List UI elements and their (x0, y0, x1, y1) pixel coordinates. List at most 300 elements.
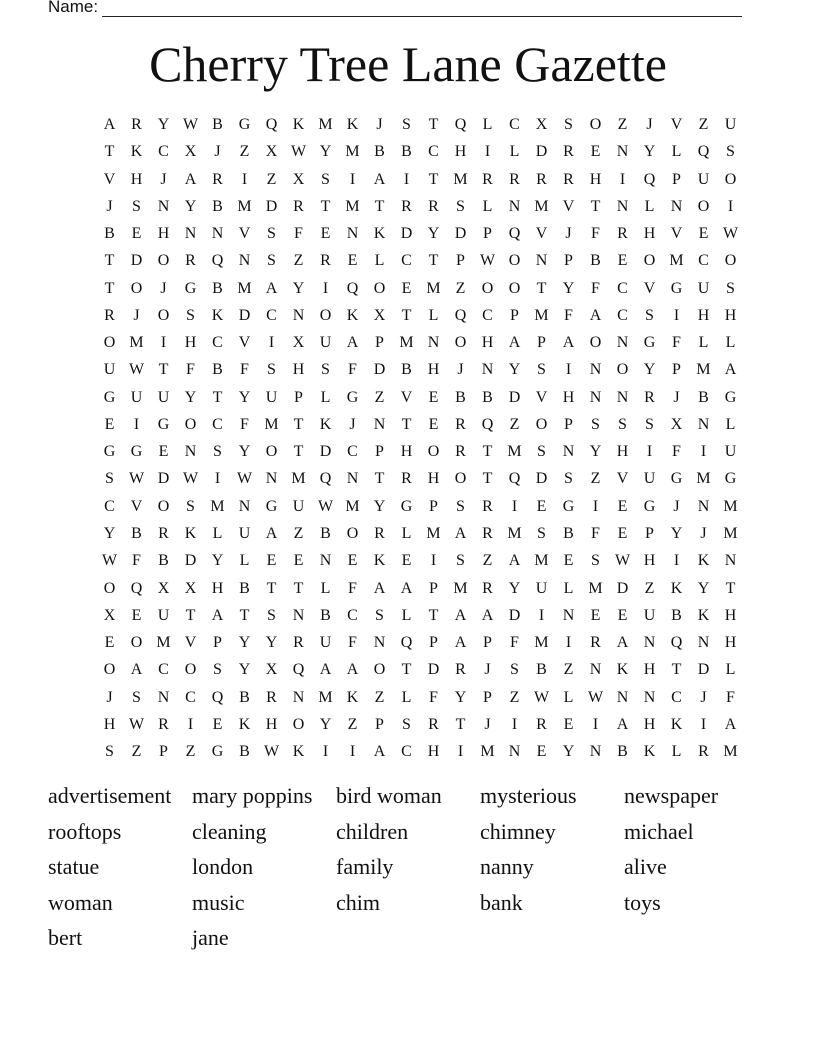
grid-cell[interactable]: Q (643, 170, 656, 188)
grid-cell[interactable]: L (509, 143, 520, 161)
grid-cell[interactable]: A (319, 661, 332, 679)
grid-cell[interactable]: U (157, 388, 170, 406)
grid-cell[interactable]: F (348, 634, 357, 652)
grid-cell[interactable]: A (454, 524, 467, 542)
grid-cell[interactable]: M (534, 306, 549, 324)
grid-cell[interactable]: T (428, 170, 439, 188)
grid-cell[interactable]: J (376, 116, 383, 133)
grid-cell[interactable]: G (130, 443, 143, 461)
grid-cell[interactable]: S (105, 470, 114, 488)
grid-cell[interactable]: K (319, 415, 332, 433)
grid-cell[interactable]: B (239, 688, 250, 706)
grid-cell[interactable]: E (563, 715, 574, 733)
grid-cell[interactable]: T (482, 470, 493, 488)
grid-cell[interactable]: E (617, 524, 628, 542)
grid-cell[interactable]: C (401, 252, 412, 270)
grid-cell[interactable]: K (130, 143, 143, 161)
grid-cell[interactable]: W (479, 252, 496, 270)
grid-cell[interactable]: A (589, 306, 602, 324)
grid-cell[interactable]: I (403, 170, 410, 188)
grid-cell[interactable]: Q (211, 688, 224, 706)
grid-cell[interactable]: Q (292, 661, 305, 679)
grid-cell[interactable]: H (724, 634, 737, 652)
grid-cell[interactable]: X (184, 143, 197, 161)
grid-cell[interactable]: Z (698, 116, 709, 133)
grid-cell[interactable]: B (239, 579, 250, 597)
grid-cell[interactable]: V (535, 225, 548, 243)
grid-cell[interactable]: L (401, 606, 412, 624)
grid-cell[interactable]: N (373, 415, 386, 433)
grid-cell[interactable]: H (724, 606, 737, 624)
grid-cell[interactable]: O (319, 306, 332, 324)
grid-cell[interactable]: S (402, 116, 411, 133)
grid-cell[interactable]: S (537, 443, 546, 461)
grid-cell[interactable]: S (510, 661, 519, 679)
grid-cell[interactable]: H (454, 143, 467, 161)
grid-cell[interactable]: I (484, 143, 491, 161)
grid-cell[interactable]: A (346, 334, 359, 352)
grid-cell[interactable]: Q (508, 470, 521, 488)
grid-cell[interactable]: R (455, 415, 466, 433)
grid-cell[interactable]: I (349, 743, 356, 761)
grid-cell[interactable]: N (184, 225, 197, 243)
grid-cell[interactable]: J (700, 688, 707, 706)
grid-cell[interactable]: L (401, 524, 412, 542)
grid-cell[interactable]: T (401, 661, 412, 679)
grid-cell[interactable]: M (696, 361, 711, 379)
grid-cell[interactable]: A (454, 634, 467, 652)
grid-cell[interactable]: M (669, 252, 684, 270)
grid-cell[interactable]: H (697, 306, 710, 324)
grid-cell[interactable]: N (481, 361, 494, 379)
grid-cell[interactable]: X (292, 170, 305, 188)
grid-cell[interactable]: Q (508, 225, 521, 243)
grid-cell[interactable]: W (317, 497, 334, 515)
grid-cell[interactable]: A (481, 606, 494, 624)
grid-cell[interactable]: K (643, 743, 656, 761)
grid-cell[interactable]: R (563, 143, 574, 161)
grid-cell[interactable]: R (374, 524, 385, 542)
grid-cell[interactable]: Y (643, 143, 656, 161)
grid-cell[interactable]: S (267, 252, 276, 270)
grid-cell[interactable]: R (482, 579, 493, 597)
grid-cell[interactable]: K (670, 579, 683, 597)
grid-cell[interactable]: V (130, 497, 143, 515)
grid-cell[interactable]: N (589, 361, 602, 379)
grid-cell[interactable]: J (484, 715, 491, 733)
grid-cell[interactable]: L (428, 306, 439, 324)
grid-cell[interactable]: N (589, 388, 602, 406)
grid-cell[interactable]: E (590, 606, 601, 624)
grid-cell[interactable]: Y (319, 715, 332, 733)
grid-cell[interactable]: U (697, 279, 710, 297)
grid-cell[interactable]: M (507, 524, 522, 542)
grid-cell[interactable]: Y (319, 143, 332, 161)
grid-cell[interactable]: Y (427, 225, 440, 243)
grid-cell[interactable]: N (589, 661, 602, 679)
grid-cell[interactable]: J (673, 497, 680, 515)
grid-cell[interactable]: A (130, 661, 143, 679)
grid-cell[interactable]: W (263, 743, 280, 761)
grid-cell[interactable]: Z (563, 661, 574, 679)
grid-cell[interactable]: N (157, 197, 170, 215)
grid-cell[interactable]: T (428, 252, 439, 270)
grid-cell[interactable]: D (616, 579, 629, 597)
grid-cell[interactable]: M (723, 497, 738, 515)
grid-cell[interactable]: K (697, 552, 710, 570)
grid-cell[interactable]: U (103, 361, 116, 379)
grid-cell[interactable]: B (104, 225, 115, 243)
grid-cell[interactable]: W (587, 688, 604, 706)
grid-cell[interactable]: G (670, 279, 683, 297)
grid-cell[interactable]: E (536, 497, 547, 515)
grid-cell[interactable]: G (724, 388, 737, 406)
grid-cell[interactable]: O (508, 252, 521, 270)
grid-cell[interactable]: N (373, 634, 386, 652)
grid-cell[interactable]: T (401, 415, 412, 433)
grid-cell[interactable]: M (237, 197, 252, 215)
grid-cell[interactable]: N (670, 197, 683, 215)
grid-cell[interactable]: Z (293, 524, 304, 542)
grid-cell[interactable]: A (508, 334, 521, 352)
grid-cell[interactable]: O (616, 361, 629, 379)
grid-cell[interactable]: N (157, 688, 170, 706)
grid-cell[interactable]: C (428, 143, 439, 161)
grid-cell[interactable]: M (318, 688, 333, 706)
grid-cell[interactable]: G (562, 497, 575, 515)
grid-cell[interactable]: X (265, 661, 278, 679)
grid-cell[interactable]: E (590, 143, 601, 161)
grid-cell[interactable]: F (591, 225, 600, 243)
grid-cell[interactable]: R (212, 170, 223, 188)
grid-cell[interactable]: B (698, 388, 709, 406)
grid-cell[interactable]: N (346, 470, 359, 488)
grid-cell[interactable]: N (562, 443, 575, 461)
grid-cell[interactable]: T (374, 470, 385, 488)
grid-cell[interactable]: O (454, 334, 467, 352)
grid-cell[interactable]: O (643, 252, 656, 270)
grid-cell[interactable]: Y (562, 279, 575, 297)
grid-cell[interactable]: F (186, 361, 195, 379)
grid-cell[interactable]: O (481, 279, 494, 297)
grid-cell[interactable]: X (535, 116, 548, 133)
grid-cell[interactable]: U (724, 116, 737, 133)
grid-cell[interactable]: Z (293, 252, 304, 270)
grid-cell[interactable]: F (348, 361, 357, 379)
grid-cell[interactable]: W (614, 552, 631, 570)
grid-cell[interactable]: Z (374, 688, 385, 706)
grid-cell[interactable]: B (320, 606, 331, 624)
grid-cell[interactable]: N (697, 415, 710, 433)
grid-cell[interactable]: U (697, 170, 710, 188)
grid-cell[interactable]: S (564, 116, 573, 133)
grid-cell[interactable]: R (185, 252, 196, 270)
grid-cell[interactable]: D (184, 552, 197, 570)
grid-cell[interactable]: X (373, 306, 386, 324)
grid-cell[interactable]: Y (184, 197, 197, 215)
grid-cell[interactable]: F (591, 279, 600, 297)
grid-cell[interactable]: U (643, 606, 656, 624)
grid-cell[interactable]: M (480, 743, 495, 761)
grid-cell[interactable]: I (133, 415, 140, 433)
grid-cell[interactable]: Y (508, 361, 521, 379)
grid-cell[interactable]: T (401, 306, 412, 324)
grid-cell[interactable]: C (185, 688, 196, 706)
grid-cell[interactable]: Y (265, 634, 278, 652)
grid-cell[interactable]: E (617, 606, 628, 624)
grid-cell[interactable]: R (455, 661, 466, 679)
grid-cell[interactable]: Z (509, 415, 520, 433)
grid-cell[interactable]: K (697, 606, 710, 624)
grid-cell[interactable]: I (565, 634, 572, 652)
grid-cell[interactable]: I (160, 334, 167, 352)
grid-cell[interactable]: M (426, 524, 441, 542)
grid-cell[interactable]: F (564, 306, 573, 324)
grid-cell[interactable]: M (399, 334, 414, 352)
grid-cell[interactable]: Z (482, 552, 493, 570)
grid-cell[interactable]: M (345, 497, 360, 515)
grid-cell[interactable]: S (591, 552, 600, 570)
grid-cell[interactable]: R (590, 634, 601, 652)
grid-cell[interactable]: Z (455, 279, 466, 297)
grid-cell[interactable]: L (725, 334, 736, 352)
grid-cell[interactable]: R (158, 715, 169, 733)
grid-cell[interactable]: U (319, 334, 332, 352)
grid-cell[interactable]: S (726, 279, 735, 297)
grid-cell[interactable]: B (374, 143, 385, 161)
grid-cell[interactable]: B (401, 361, 412, 379)
grid-cell[interactable]: W (128, 470, 145, 488)
grid-cell[interactable]: T (671, 661, 682, 679)
grid-cell[interactable]: N (184, 443, 197, 461)
grid-cell[interactable]: G (265, 497, 278, 515)
grid-cell[interactable]: K (292, 116, 305, 133)
grid-cell[interactable]: W (182, 116, 199, 133)
grid-cell[interactable]: C (347, 443, 358, 461)
grid-cell[interactable]: S (267, 361, 276, 379)
grid-cell[interactable]: T (239, 606, 250, 624)
grid-cell[interactable]: R (293, 634, 304, 652)
grid-cell[interactable]: U (643, 470, 656, 488)
grid-cell[interactable]: S (618, 415, 627, 433)
grid-cell[interactable]: S (564, 470, 573, 488)
grid-cell[interactable]: L (698, 334, 709, 352)
grid-cell[interactable]: L (239, 552, 250, 570)
grid-cell[interactable]: S (321, 170, 330, 188)
grid-cell[interactable]: T (428, 606, 439, 624)
grid-cell[interactable]: S (186, 497, 195, 515)
grid-cell[interactable]: L (401, 688, 412, 706)
grid-cell[interactable]: E (401, 279, 412, 297)
grid-cell[interactable]: Z (617, 116, 628, 133)
grid-cell[interactable]: H (427, 743, 440, 761)
grid-cell[interactable]: X (292, 334, 305, 352)
grid-cell[interactable]: G (346, 388, 359, 406)
grid-cell[interactable]: M (696, 470, 711, 488)
grid-cell[interactable]: A (724, 361, 737, 379)
grid-cell[interactable]: G (157, 415, 170, 433)
grid-cell[interactable]: P (294, 388, 303, 406)
grid-cell[interactable]: N (292, 606, 305, 624)
grid-cell[interactable]: G (670, 470, 683, 488)
grid-cell[interactable]: C (509, 116, 520, 133)
grid-cell[interactable]: D (319, 443, 332, 461)
grid-cell[interactable]: S (132, 688, 141, 706)
grid-cell[interactable]: R (617, 225, 628, 243)
grid-cell[interactable]: M (210, 497, 225, 515)
grid-cell[interactable]: V (562, 197, 575, 215)
grid-cell[interactable]: O (103, 661, 116, 679)
grid-cell[interactable]: J (646, 116, 653, 133)
grid-cell[interactable]: P (672, 361, 681, 379)
grid-cell[interactable]: I (700, 443, 707, 461)
grid-cell[interactable]: M (723, 743, 738, 761)
grid-cell[interactable]: M (345, 143, 360, 161)
grid-cell[interactable]: F (240, 415, 249, 433)
grid-cell[interactable]: Y (211, 552, 224, 570)
grid-cell[interactable]: E (536, 743, 547, 761)
grid-cell[interactable]: C (482, 306, 493, 324)
grid-cell[interactable]: S (645, 306, 654, 324)
grid-cell[interactable]: B (401, 143, 412, 161)
grid-cell[interactable]: A (454, 606, 467, 624)
name-field[interactable] (48, 0, 742, 17)
grid-cell[interactable]: Y (238, 634, 251, 652)
grid-cell[interactable]: P (645, 524, 654, 542)
grid-cell[interactable]: L (482, 116, 493, 133)
grid-cell[interactable]: R (509, 170, 520, 188)
grid-cell[interactable]: N (724, 552, 737, 570)
grid-cell[interactable]: F (672, 334, 681, 352)
grid-cell[interactable]: P (483, 634, 492, 652)
grid-cell[interactable]: E (293, 552, 304, 570)
grid-cell[interactable]: E (617, 252, 628, 270)
grid-cell[interactable]: J (457, 361, 464, 379)
grid-cell[interactable]: N (643, 688, 656, 706)
grid-cell[interactable]: D (265, 197, 278, 215)
grid-cell[interactable]: I (619, 170, 626, 188)
grid-cell[interactable]: R (482, 497, 493, 515)
grid-cell[interactable]: X (184, 579, 197, 597)
grid-cell[interactable]: I (187, 715, 194, 733)
grid-cell[interactable]: G (724, 470, 737, 488)
grid-cell[interactable]: K (346, 306, 359, 324)
grid-cell[interactable]: S (267, 225, 276, 243)
grid-cell[interactable]: F (429, 688, 438, 706)
grid-cell[interactable]: B (212, 197, 223, 215)
grid-cell[interactable]: Z (509, 688, 520, 706)
grid-cell[interactable]: B (320, 524, 331, 542)
grid-cell[interactable]: Y (238, 661, 251, 679)
grid-cell[interactable]: B (536, 661, 547, 679)
grid-cell[interactable]: F (591, 524, 600, 542)
grid-cell[interactable]: A (265, 279, 278, 297)
grid-cell[interactable]: I (700, 715, 707, 733)
grid-cell[interactable]: P (159, 743, 168, 761)
grid-cell[interactable]: N (616, 334, 629, 352)
grid-cell[interactable]: Y (292, 279, 305, 297)
grid-cell[interactable]: J (133, 306, 140, 324)
grid-cell[interactable]: O (373, 661, 386, 679)
grid-cell[interactable]: J (160, 170, 167, 188)
grid-cell[interactable]: E (347, 252, 358, 270)
grid-cell[interactable]: Z (185, 743, 196, 761)
grid-cell[interactable]: H (589, 170, 602, 188)
grid-cell[interactable]: Y (373, 497, 386, 515)
grid-cell[interactable]: M (237, 279, 252, 297)
grid-cell[interactable]: K (373, 225, 386, 243)
grid-cell[interactable]: F (294, 225, 303, 243)
grid-cell[interactable]: E (698, 225, 709, 243)
grid-cell[interactable]: J (106, 197, 113, 215)
grid-cell[interactable]: R (158, 524, 169, 542)
grid-cell[interactable]: E (158, 443, 169, 461)
grid-cell[interactable]: R (401, 470, 412, 488)
grid-cell[interactable]: F (510, 634, 519, 652)
grid-cell[interactable]: Q (481, 415, 494, 433)
grid-cell[interactable]: P (456, 252, 465, 270)
grid-cell[interactable]: P (375, 443, 384, 461)
grid-cell[interactable]: K (211, 306, 224, 324)
grid-cell[interactable]: K (238, 715, 251, 733)
grid-cell[interactable]: E (428, 415, 439, 433)
grid-cell[interactable]: S (321, 361, 330, 379)
grid-cell[interactable]: T (374, 197, 385, 215)
grid-cell[interactable]: C (158, 661, 169, 679)
grid-cell[interactable]: G (211, 743, 224, 761)
grid-cell[interactable]: H (643, 715, 656, 733)
grid-cell[interactable]: E (320, 225, 331, 243)
grid-cell[interactable]: N (238, 497, 251, 515)
grid-cell[interactable]: N (616, 388, 629, 406)
grid-cell[interactable]: M (588, 579, 603, 597)
grid-cell[interactable]: Z (347, 715, 358, 733)
grid-cell[interactable]: N (265, 470, 278, 488)
grid-cell[interactable]: H (157, 225, 170, 243)
grid-cell[interactable]: V (400, 388, 413, 406)
grid-cell[interactable]: W (722, 225, 739, 243)
grid-cell[interactable]: Y (697, 579, 710, 597)
grid-cell[interactable]: Y (454, 688, 467, 706)
grid-cell[interactable]: Q (319, 470, 332, 488)
grid-cell[interactable]: M (534, 634, 549, 652)
grid-cell[interactable]: C (617, 306, 628, 324)
grid-cell[interactable]: P (375, 334, 384, 352)
grid-cell[interactable]: K (670, 715, 683, 733)
grid-cell[interactable]: O (346, 524, 359, 542)
grid-cell[interactable]: C (347, 606, 358, 624)
grid-cell[interactable]: T (293, 443, 304, 461)
grid-cell[interactable]: K (346, 116, 359, 133)
grid-cell[interactable]: A (562, 334, 575, 352)
grid-cell[interactable]: G (643, 334, 656, 352)
grid-cell[interactable]: H (292, 361, 305, 379)
grid-cell[interactable]: Y (562, 743, 575, 761)
grid-cell[interactable]: T (536, 279, 547, 297)
grid-cell[interactable]: C (698, 252, 709, 270)
grid-cell[interactable]: H (211, 579, 224, 597)
grid-cell[interactable]: N (292, 306, 305, 324)
grid-cell[interactable]: O (157, 252, 170, 270)
grid-cell[interactable]: G (103, 388, 116, 406)
grid-cell[interactable]: A (616, 634, 629, 652)
grid-cell[interactable]: G (103, 443, 116, 461)
grid-cell[interactable]: M (453, 170, 468, 188)
grid-cell[interactable]: H (427, 470, 440, 488)
grid-cell[interactable]: P (483, 688, 492, 706)
grid-cell[interactable]: J (673, 388, 680, 406)
grid-cell[interactable]: Y (157, 116, 170, 133)
